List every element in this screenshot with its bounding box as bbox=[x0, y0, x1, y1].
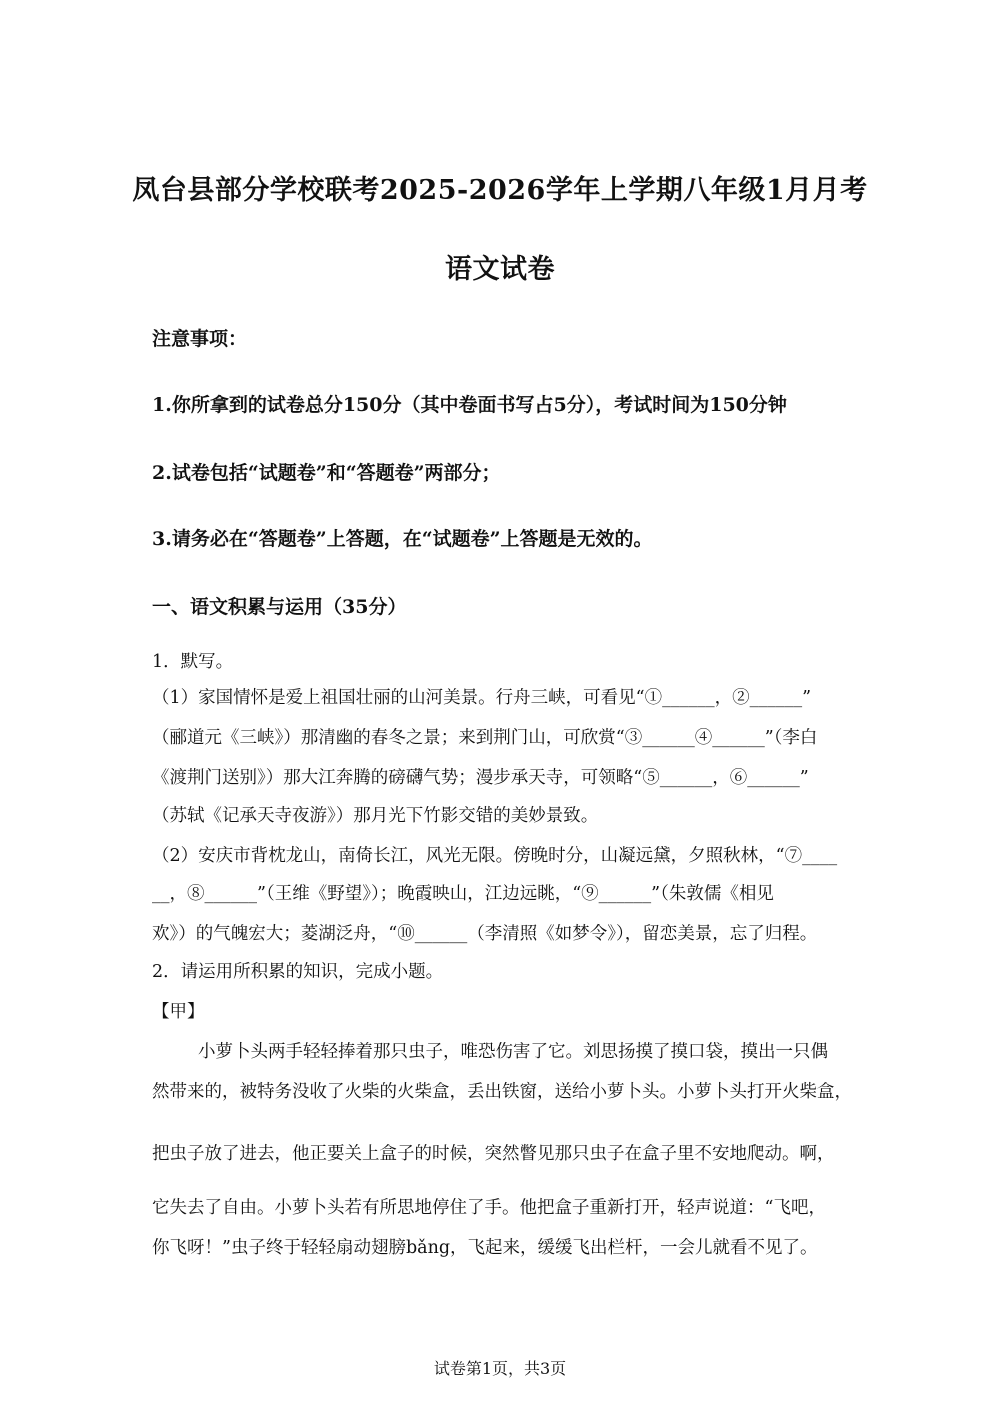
section-heading: 一、语文积累与运用（35分） bbox=[152, 596, 407, 618]
question-stem: 2．请运用所积累的知识，完成小题。 bbox=[152, 962, 444, 982]
notice-item: 1.你所拿到的试卷总分150分（其中卷面书写占5分），考试时间为150分钟 bbox=[152, 394, 787, 416]
notice-item: 2.试卷包括“试题卷”和“答题卷”两部分； bbox=[152, 462, 501, 484]
passage-label: 【甲】 bbox=[152, 1002, 205, 1022]
question-line: （苏轼《记承天寺夜游》）那月光下竹影交错的美妙景致。 bbox=[152, 806, 599, 826]
question-line: （1）家国情怀是爱上祖国壮丽的山河美景。行舟三峡，可看见“①______，②______” bbox=[152, 688, 812, 708]
question-stem: 1．默写。 bbox=[152, 652, 234, 672]
passage-line: 你飞呀！”虫子终于轻轻扇动翅膀bǎng，飞起来，缓缓飞出栏杆，一会儿就看不见了。 bbox=[152, 1238, 818, 1258]
question-line: （2）安庆市背枕龙山，南倚长江，风光无限。傍晚时分，山凝远黛，夕照秋林，“⑦____ bbox=[152, 846, 838, 866]
passage-line: 小萝卜头两手轻轻捧着那只虫子，唯恐伤害了它。刘思扬摸了摸口袋，摸出一只偶 bbox=[198, 1042, 828, 1062]
exam-subtitle: 语文试卷 bbox=[445, 254, 555, 285]
question-line: __，⑧______”（王维《野望》）；晚霞映山，江边远眺，“⑨______”（朱敦儒《相见 bbox=[152, 884, 774, 904]
exam-title: 凤台县部分学校联考2025-2026学年上学期八年级1月月考 bbox=[132, 175, 868, 206]
passage-line: 然带来的，被特务没收了火柴的火柴盒，丢出铁窗，送给小萝卜头。小萝卜头打开火柴盒， bbox=[152, 1082, 852, 1102]
question-line: 《渡荆门送别》）那大江奔腾的磅礴气势；漫步承天寺，可领略“⑤______，⑥______” bbox=[152, 768, 809, 788]
passage-line: 它失去了自由。小萝卜头若有所思地停住了手。他把盒子重新打开，轻声说道：“飞吧， bbox=[152, 1198, 826, 1218]
page-footer: 试卷第1页，共3页 bbox=[433, 1359, 567, 1378]
passage-line: 把虫子放了进去，他正要关上盒子的时候，突然瞥见那只虫子在盒子里不安地爬动。啊， bbox=[152, 1144, 835, 1164]
question-line: （郦道元《三峡》）那清幽的春冬之景；来到荆门山，可欣赏“③______④______”（李白 bbox=[152, 728, 818, 748]
notice-heading: 注意事项： bbox=[152, 328, 248, 350]
question-line: 欢》）的气魄宏大；菱湖泛舟，“⑩______（李清照《如梦令》），留恋美景，忘了归程。 bbox=[152, 924, 818, 944]
notice-item: 3.请务必在“答题卷”上答题，在“试题卷”上答题是无效的。 bbox=[152, 528, 653, 550]
